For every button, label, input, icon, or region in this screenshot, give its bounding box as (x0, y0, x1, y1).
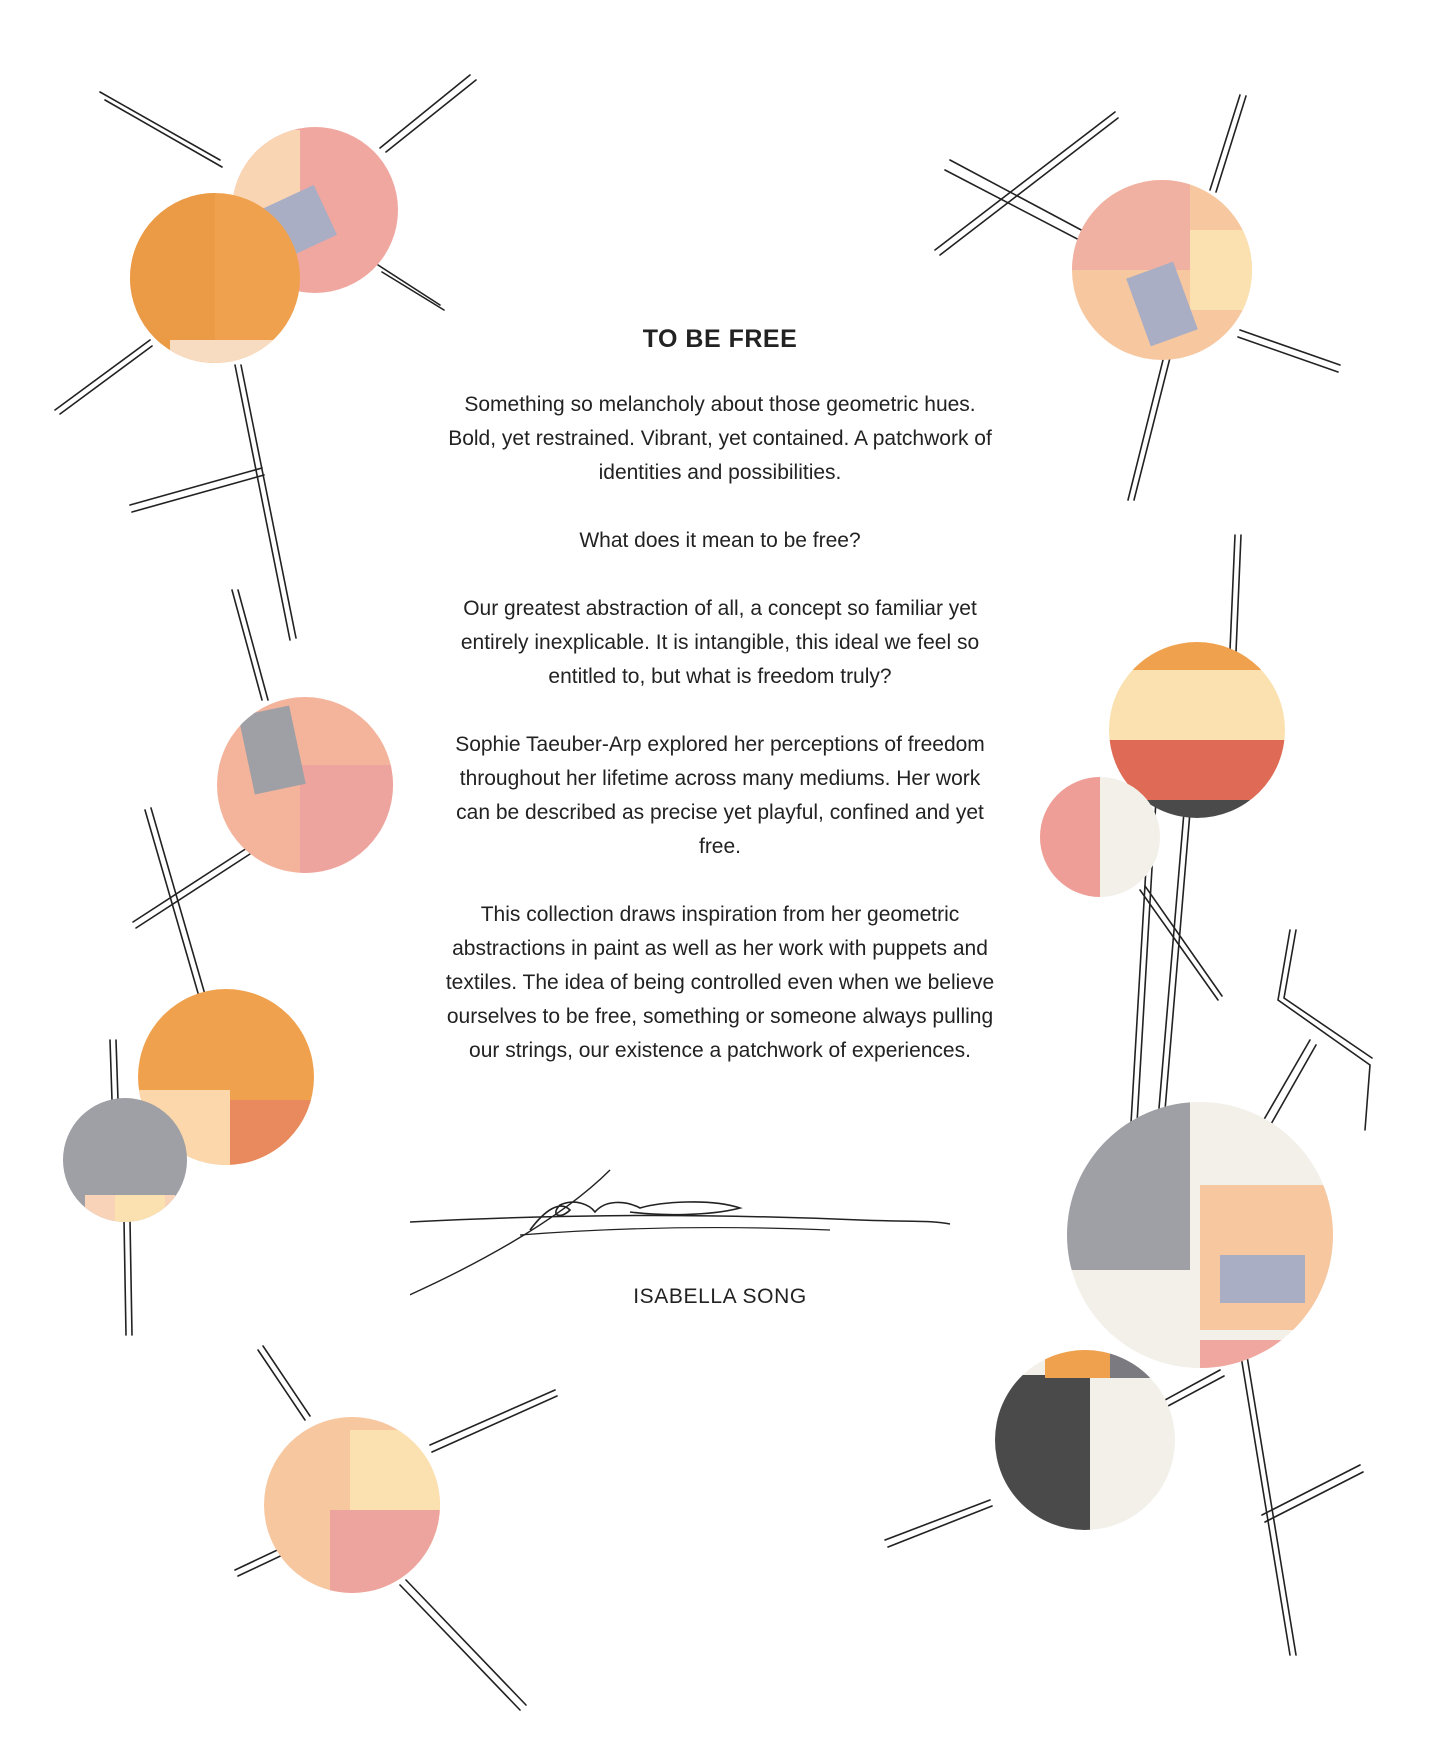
author-name: ISABELLA SONG (633, 1285, 807, 1308)
patchwork-circle-i (1065, 1100, 1335, 1375)
paragraph-line: entitled to, but what is freedom truly? (548, 665, 892, 688)
paragraph-line: textiles. The idea of being controlled even when we believe (445, 971, 995, 994)
paragraph-line: This collection draws inspiration from her geometric (480, 903, 960, 926)
paragraph-1 (400, 388, 1040, 490)
patchwork-circle-c (1070, 180, 1260, 370)
paragraph-line: entirely inexplicable. It is intangible, this ideal we feel so (460, 631, 980, 654)
paragraph-line: Bold, yet restrained. Vibrant, yet contained. A patchwork of (448, 427, 992, 450)
paragraph-5 (400, 898, 1040, 1068)
paragraph-line: Sophie Taeuber-Arp explored her perceptions of freedom (455, 733, 985, 756)
paragraph-line: Something so melancholy about those geometric hues. (464, 393, 976, 416)
patchwork-circle-d (215, 695, 395, 875)
paragraph-line: throughout her lifetime across many mediums. Her work (459, 767, 981, 790)
patchwork-circle-j (990, 1345, 1180, 1530)
paragraph-line: Our greatest abstraction of all, a concept so familiar yet (463, 597, 977, 620)
paragraph-line: identities and possibilities. (598, 461, 842, 484)
paragraph-line: What does it mean to be free? (579, 529, 861, 552)
paragraph-line: our strings, our existence a patchwork of experiences. (469, 1039, 971, 1062)
paragraph-2 (400, 524, 1040, 558)
paragraph-line: free. (698, 835, 742, 858)
paragraph-line: can be described as precise yet playful, confined and yet (456, 801, 984, 824)
paragraph-3 (400, 592, 1040, 694)
paragraph-line: abstractions in paint as well as her work with puppets and (452, 937, 988, 960)
paragraph-4 (400, 728, 1040, 864)
page-title: TO BE FREE (642, 325, 798, 353)
statement-text (400, 325, 1040, 1102)
paragraph-line: ourselves to be free, something or someone always pulling (446, 1005, 994, 1028)
patchwork-circle-k (260, 1415, 445, 1595)
